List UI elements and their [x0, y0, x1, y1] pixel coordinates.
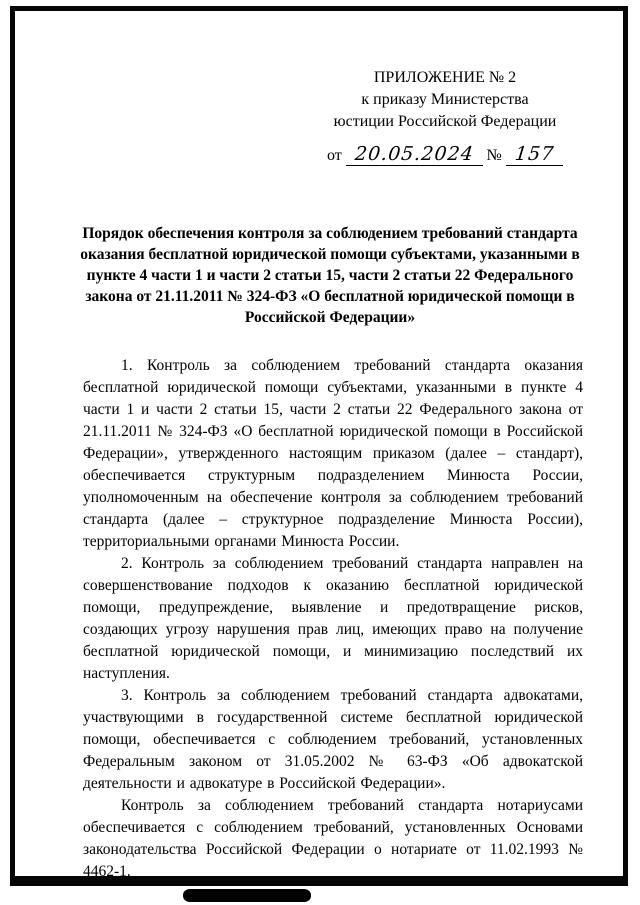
order-date-line	[321, 143, 569, 167]
order-reference-line-2: юстиции Российской Федерации	[333, 113, 557, 130]
scan-artifact	[183, 889, 311, 902]
document-title: Порядок обеспечения контроля за соблюдением требований стандарта оказания бесплатной юридической помощи субъектами, указанными в пункте 4 части 1 и части 2 статьи 15, части 2 статьи 22 Федерального закона от 21.11.2011 № 324-ФЗ «О бесплатной юридической помощи в Российской Федерации»	[80, 225, 580, 326]
paragraph-1: 1. Контроль за соблюдением требований стандарта оказания бесплатной юридической помощи субъектами, указанными в пункте 4 части 1 и части 2 статьи 15, части 2 статьи 22 Федерального закона от 21.11.2011 № 324-ФЗ «О бесплатной юридической помощи в Российской Федерации», утвержденного настоящим приказом (далее – стандарт), обеспечивается структурным подразделением Минюста России, уполномоченным на обеспечение контроля за соблюдением требований стандарта (далее – структурное подразделение Минюста России), территориальными органами Минюста России.	[83, 357, 583, 550]
order-reference-line-1: к приказу Министерства	[361, 91, 529, 108]
appendix-header	[321, 67, 569, 167]
appendix-number: ПРИЛОЖЕНИЕ № 2	[373, 69, 517, 86]
handwritten-number-field	[506, 143, 563, 166]
paragraph-2: 2. Контроль за соблюдением требований стандарта направлен на совершенствование подходов к оказанию бесплатной юридической помощи, предупреждение, выявление и предотвращение рисков, создающих угрозу нарушения прав лиц, имеющих право на получение бесплатной юридической помощи, и минимизацию последствий их наступления.	[83, 555, 583, 682]
paragraph-3: 3. Контроль за соблюдением требований стандарта адвокатами, участвующими в государственной системе бесплатной юридической помощи, обеспечивается с соблюдением требований, установленных Федеральным законом от 31.05.2002 № 63-ФЗ «Об адвокатской деятельности и адвокатуре в Российской Федерации».	[83, 687, 583, 792]
handwritten-number: 157	[513, 143, 556, 165]
handwritten-date-field	[346, 143, 483, 166]
scan-border-frame	[10, 6, 628, 886]
paragraph-4: Контроль за соблюдением требований стандарта нотариусами обеспечивается с соблюдением требований, установленных Основами законодательства Российской Федерации о нотариате от 11.02.1993 № 4462-1.	[83, 797, 583, 880]
date-prefix: от	[326, 147, 342, 164]
handwritten-date: 20.05.2024	[353, 143, 475, 165]
document-body	[83, 355, 583, 883]
number-prefix: №	[486, 147, 502, 164]
